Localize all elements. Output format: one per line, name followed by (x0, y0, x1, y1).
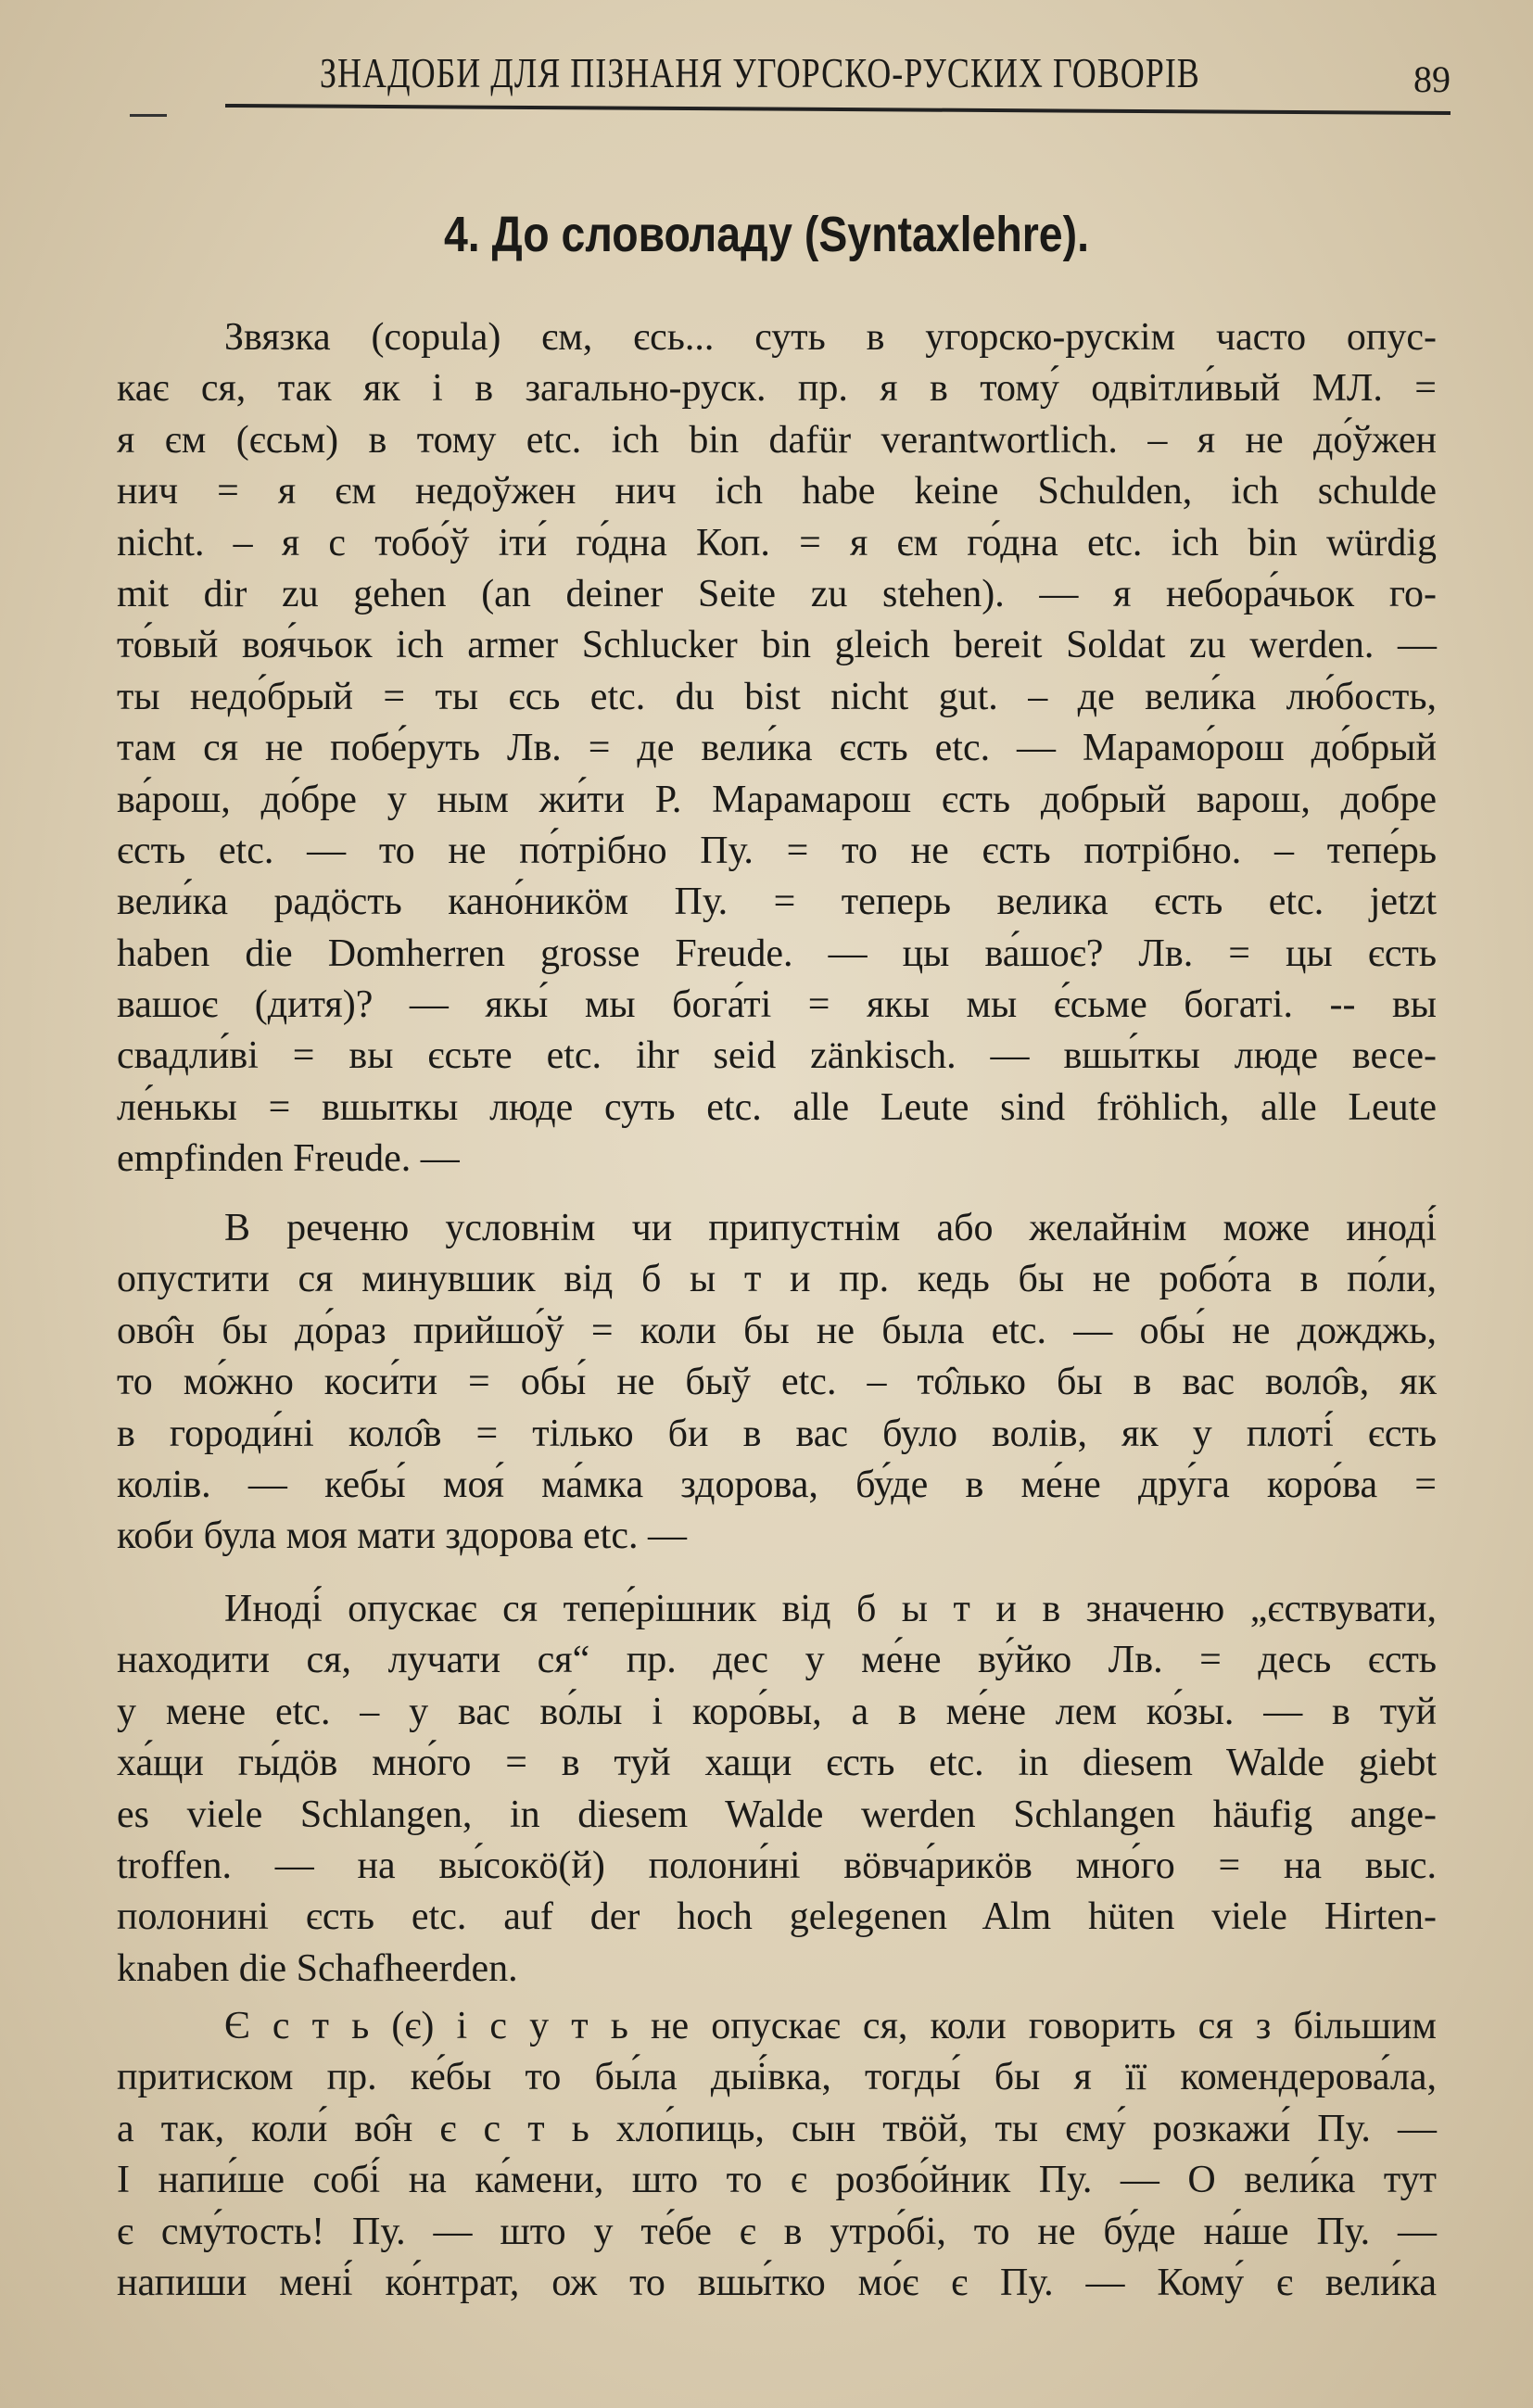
text-line: Иноді́ опускає ся тепе́рішник від б ы т и в значеню „єствувати, (224, 1588, 1437, 1630)
text-line: Звязка (copula) єм, єсь... суть в угорско-рускім часто опус- (224, 316, 1437, 359)
text-line: Є с т ь (є) і с у т ь не опускає ся, коли говорить ся з більшим (224, 2005, 1437, 2047)
text-line: колів. — кебы́ моя́ ма́мка здорова, бу́де в ме́не дру́га коро́ва = (117, 1463, 1437, 1506)
text-line: troffen. — на вы́сокӧ(й) полони́ні вӧвча́рикӧв мно́го = на выс. (117, 1844, 1437, 1887)
text-line: там ся не побе́руть Лв. = де вели́ка єсть etc. — Марамо́рош до́брый (117, 727, 1437, 770)
text-line: І напи́ше собі́ на ка́мени, што то є розбо́йник Пу. — О вели́ка тут (117, 2159, 1437, 2202)
text-line: ха́щи гы́дӧв мно́го = в туй хащи єсть etc. in diesem Walde giebt (117, 1742, 1437, 1785)
text-line: свадли́ві = вы єсьте etc. ihr seid zänkisch. — вшы́ткы люде весе- (117, 1034, 1437, 1078)
text-line: ва́рош, до́бре у ным жи́ти Р. Марамарош єсть добрый варош, добре (117, 778, 1437, 821)
page-number: 89 (1413, 58, 1451, 100)
text-line: empfinden Freude. — (117, 1137, 460, 1181)
text-line: коби була моя мати здорова etc. — (117, 1515, 687, 1558)
text-line: mit dir zu gehen (an deiner Seite zu stehen). — я небора́чьок го- (117, 572, 1437, 615)
text-line: ты недо́брый = ты єсь etc. du bist nicht gut. – де вели́ка лю́бость, (117, 675, 1437, 718)
paragraph (117, 1203, 1437, 1563)
text-line: knaben die Schafheerden. (117, 1946, 518, 1990)
text-line: притиском пр. ке́бы то бы́ла дыі́вка, тогды́ бы я її комендерова́ла, (117, 2056, 1437, 2099)
paragraph (117, 1584, 1437, 1995)
paragraph (117, 2001, 1437, 2309)
running-header: ЗНАДОБИ ДЛЯ ПІЗНАНЯ УГОРСКО-РУСКИХ ГОВОРІВ (320, 50, 1200, 96)
header-rule (225, 104, 1451, 115)
text-line: напиши мені́ ко́нтрат, ож то вшы́тко мо́є є Пу. — Кому́ є вели́ка (117, 2261, 1437, 2304)
text-line: а так, коли́ во̂н є с т ь хло́пиць, сын твӧй, ты єму́ розкажи́ Пу. — (117, 2107, 1437, 2150)
text-line: находити ся, лучати ся“ пр. дес у ме́не ву́йко Лв. = десь єсть (117, 1639, 1437, 1682)
text-line: nicht. – я с тобо́ў іти́ го́дна Коп. = я єм го́дна etc. ich bin würdig (117, 521, 1437, 564)
text-line: опустити ся минувшик від б ы т и пр. кедь бы не робо́та в по́ли, (117, 1258, 1437, 1301)
paragraph (117, 312, 1437, 1185)
text-line: є сму́тость! Пу. — што у те́бе є в утро́бі, то не бу́де на́ше Пу. — (117, 2210, 1437, 2253)
text-line: В реченю условнім чи припустнім або желайнім може иноді́ (224, 1207, 1437, 1249)
text-line: вели́ка радӧсть кано́никӧм Пу. = теперь велика єсть etc. jetzt (117, 881, 1437, 924)
text-line: кає ся, так як і в загально-руск. пр. я в тому́ одвітли́вый МЛ. = (117, 367, 1437, 411)
text-line: у мене etc. – у вас во́лы і коро́вы, а в ме́не лем ко́зы. — в туй (117, 1690, 1437, 1733)
margin-mark (130, 114, 167, 117)
text-line: ово̂н бы до́раз прийшо́ў = коли бы не была etc. — обы́ не дождж​ь, (117, 1309, 1437, 1352)
text-line: haben die Domherren grosse Freude. — цы ва́шоє? Лв. = цы єсть (117, 932, 1437, 975)
section-title: 4. До словоладу (Syntaxlehre). (443, 207, 1090, 262)
text-line: в городи́ні коло̂в = тілько би в вас було волів, як у плоті́ єсть (117, 1412, 1437, 1455)
text-line: вашоє (дитя)? — якы́ мы бога́ті = якы мы є́сьме богаті. -- вы (117, 983, 1437, 1027)
text-line: я єм (єсьм) в тому etc. ich bin dafür verantwortlich. – я не до́ўжен (117, 418, 1437, 462)
text-line: єсть etc. — то не по́трібно Пу. = то не єсть потрібно. – тепе́рь (117, 829, 1437, 872)
text-line: то́вый воя́чьок ich armer Schlucker bin gleich bereit Soldat zu werden. — (117, 624, 1437, 667)
text-line: нич = я єм недоўжен нич ich habe keine Schulden, ich schulde (117, 470, 1437, 513)
text-line: es viele Schlangen, in diesem Walde werden Schlangen häufig ange- (117, 1793, 1437, 1836)
text-line: то мо́жно коси́ти = обы́ не быў etc. – то̂лько бы в вас воло̂в, як (117, 1361, 1437, 1404)
text-line: полонині єсть etc. auf der hoch gelegenen Alm hüten viele Hirten- (117, 1895, 1437, 1939)
text-line: ле́нькы = вшыткы люде суть etc. alle Leute sind fröhlich, alle Leute (117, 1085, 1437, 1129)
